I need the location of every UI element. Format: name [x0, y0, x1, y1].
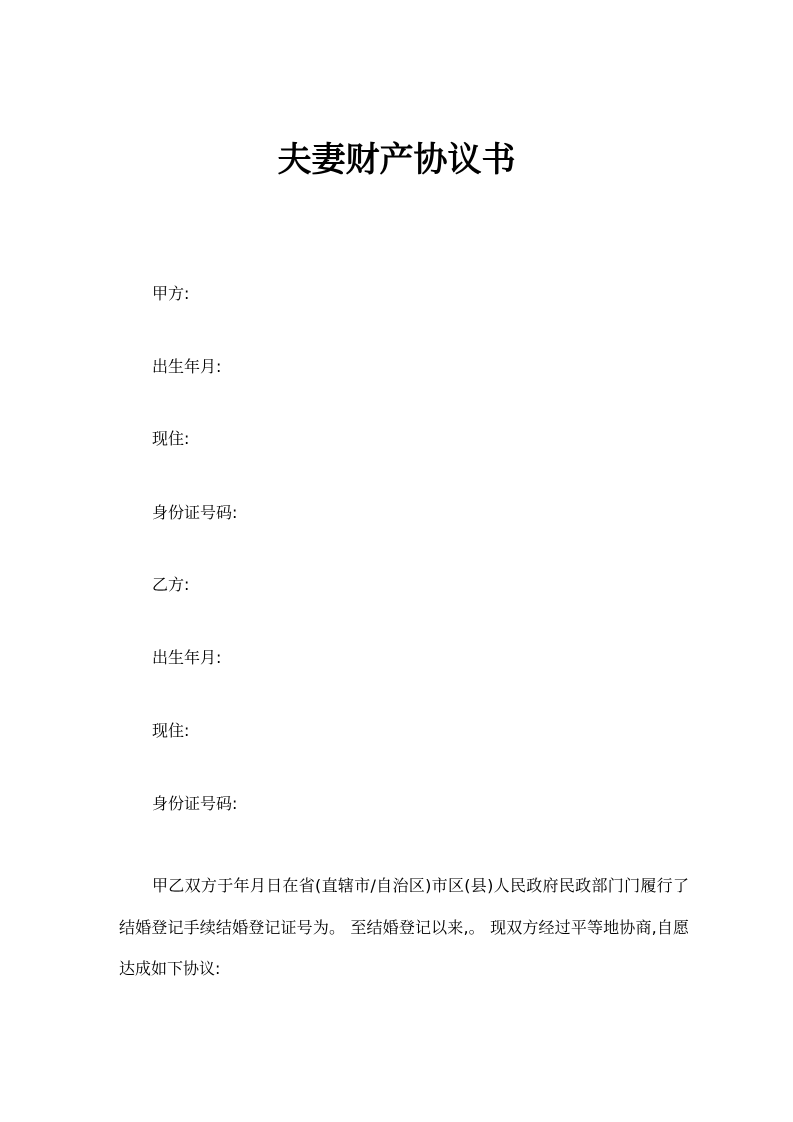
party-a-birth-label: 出生年月:: [152, 357, 222, 376]
party-a-label: 甲方:: [152, 284, 190, 303]
party-b-label: 乙方:: [152, 575, 190, 594]
party-b-address-label: 现住:: [152, 721, 190, 740]
intro-paragraph: 甲乙双方于年月日在省(直辖市/自治区)市区(县)人民政府民政部门门履行了结婚登记手续结婚登记证号为。 至结婚登记以来,。 现双方经过平等地协商,自愿达成如下协议:: [119, 876, 689, 978]
party-a-address-label: 现住:: [152, 429, 190, 448]
party-b-id-label: 身份证号码:: [152, 794, 238, 813]
document-title: 夫妻财产协议书: [277, 140, 516, 180]
party-a-id-label: 身份证号码:: [152, 503, 238, 522]
party-b-birth-label: 出生年月:: [152, 648, 222, 667]
